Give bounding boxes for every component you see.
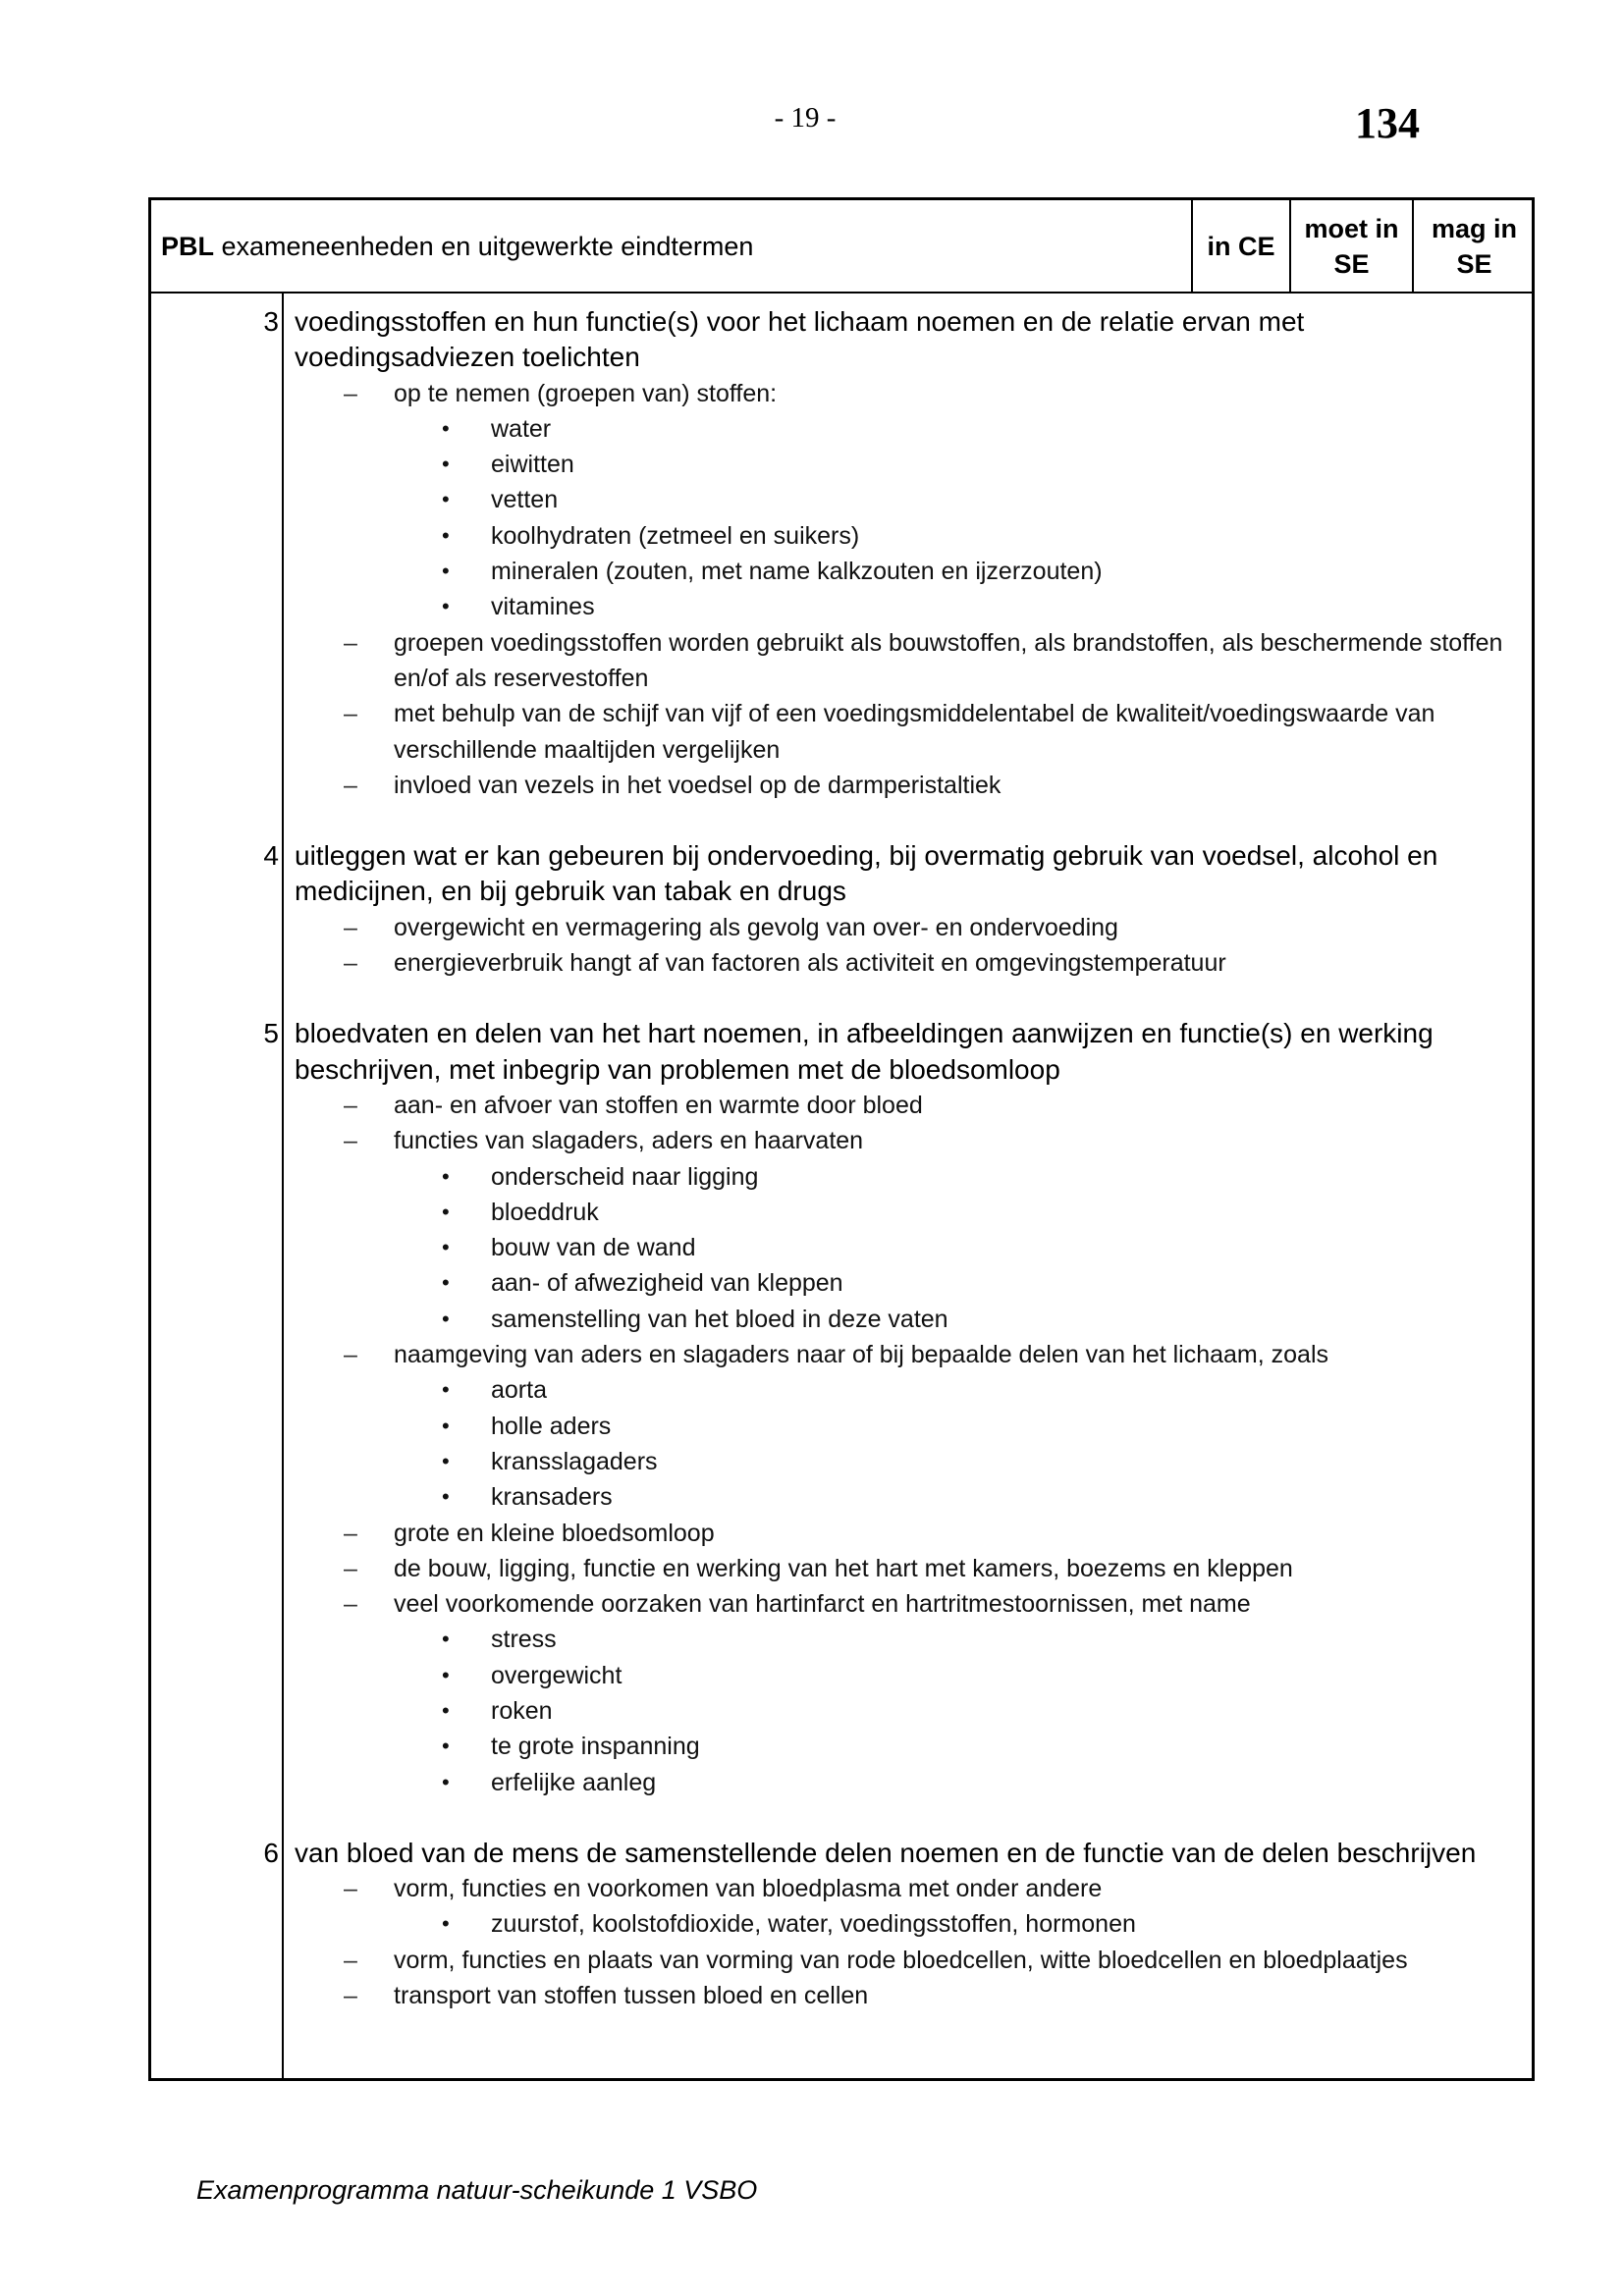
bullet-point bbox=[295, 1765, 1532, 1800]
bullet-point-text: koolhydraten (zetmeel en suikers) bbox=[491, 521, 860, 550]
table-header bbox=[151, 200, 1532, 294]
bullet-icon: • bbox=[442, 415, 450, 441]
column-header-moet-line1: moet in bbox=[1304, 213, 1399, 243]
bullet-point bbox=[295, 1479, 1532, 1515]
column-header-in-ce: in CE bbox=[1193, 200, 1291, 292]
bullet-point-text: aan- of afwezigheid van kleppen bbox=[491, 1269, 843, 1298]
exam-item bbox=[263, 838, 1532, 981]
item-number: 3 bbox=[263, 306, 279, 337]
bullet-point bbox=[295, 1729, 1532, 1764]
sub-point-text: veel voorkomende oorzaken van hartinfarct en hartritmestoornissen, met name bbox=[394, 1590, 1251, 1619]
table-body bbox=[263, 304, 1532, 2049]
bullet-point-text: overgewicht bbox=[491, 1661, 623, 1689]
bullet-point bbox=[295, 1658, 1532, 1693]
sub-point-text: transport van stoffen tussen bloed en cellen bbox=[394, 1982, 869, 2010]
sub-point-text: naamgeving van aders en slagaders naar of bij bepaalde delen van het lichaam, zoals bbox=[394, 1341, 1329, 1369]
bullet-point-text: te grote inspanning bbox=[491, 1733, 700, 1761]
bullet-point bbox=[295, 1265, 1532, 1301]
column-header-mag-line2: SE bbox=[1456, 248, 1492, 279]
dash-icon: – bbox=[344, 700, 357, 728]
bullet-icon: • bbox=[442, 1377, 450, 1403]
bullet-point bbox=[295, 1409, 1532, 1444]
bullet-icon: • bbox=[442, 1448, 450, 1473]
item-title: uitleggen wat er kan gebeuren bij ondervoeding, bij overmatig gebruik van voedsel, alcohol en medicijnen, en bij gebruik van tabak en drugs bbox=[295, 840, 1438, 907]
bullet-point-text: holle aders bbox=[491, 1412, 612, 1440]
bullet-point-text: zuurstof, koolstofdioxide, water, voedingsstoffen, hormonen bbox=[491, 1910, 1136, 1939]
dash-icon: – bbox=[344, 1946, 357, 1974]
bullet-icon: • bbox=[442, 452, 450, 477]
bullet-point bbox=[295, 518, 1532, 554]
dash-icon: – bbox=[344, 771, 357, 799]
bullet-icon: • bbox=[442, 1627, 450, 1652]
sub-point bbox=[295, 1871, 1532, 1906]
item-number: 5 bbox=[263, 1018, 279, 1049]
document-number: 134 bbox=[1355, 99, 1420, 147]
dash-icon: – bbox=[344, 1590, 357, 1619]
item-number: 6 bbox=[263, 1837, 279, 1868]
sub-point bbox=[295, 625, 1532, 697]
item-title: voedingsstoffen en hun functie(s) voor het lichaam noemen en de relatie ervan met voedingsadviezen toelichten bbox=[295, 306, 1305, 373]
sub-point bbox=[295, 1551, 1532, 1586]
dash-icon: – bbox=[344, 1982, 357, 2010]
bullet-icon: • bbox=[442, 1662, 450, 1687]
exam-units-table bbox=[148, 197, 1535, 2081]
bullet-point bbox=[295, 1159, 1532, 1195]
sub-point-text: overgewicht en vermagering als gevolg van over- en ondervoeding bbox=[394, 913, 1118, 941]
bullet-icon: • bbox=[442, 1413, 450, 1438]
bullet-icon: • bbox=[442, 1199, 450, 1224]
bullet-point bbox=[295, 1444, 1532, 1479]
bullet-point bbox=[295, 589, 1532, 624]
column-header-mag-in-se bbox=[1414, 200, 1535, 292]
bullet-icon: • bbox=[442, 1734, 450, 1759]
bullet-icon: • bbox=[442, 1697, 450, 1723]
sub-point bbox=[295, 1943, 1532, 1978]
bullet-point-text: bloeddruk bbox=[491, 1198, 599, 1226]
sub-point bbox=[295, 696, 1532, 768]
bullet-point bbox=[295, 411, 1532, 447]
exam-item bbox=[263, 1836, 1532, 2013]
bullet-point-text: eiwitten bbox=[491, 451, 574, 479]
footer-text: Examenprogramma natuur-scheikunde 1 VSBO bbox=[196, 2175, 758, 2205]
bullet-point-text: onderscheid naar ligging bbox=[491, 1162, 759, 1191]
sub-point-text: de bouw, ligging, functie en werking van het hart met kamers, boezems en kleppen bbox=[394, 1554, 1293, 1582]
bullet-icon: • bbox=[442, 1306, 450, 1331]
bullet-point bbox=[295, 1230, 1532, 1265]
sub-point bbox=[295, 1088, 1532, 1123]
sub-point-text: vorm, functies en plaats van vorming van rode bloedcellen, witte bloedcellen en bloedplaatjes bbox=[394, 1946, 1408, 1974]
item-number: 4 bbox=[263, 840, 279, 872]
number-column bbox=[151, 292, 284, 2078]
item-title: bloedvaten en delen van het hart noemen, in afbeeldingen aanwijzen en functie(s) en werking beschrijven, met inbegrip van problemen met de bloedsomloop bbox=[295, 1018, 1434, 1085]
bullet-point-text: aorta bbox=[491, 1376, 547, 1405]
bullet-point bbox=[295, 1195, 1532, 1230]
bullet-icon: • bbox=[442, 559, 450, 584]
bullet-point-text: bouw van de wand bbox=[491, 1234, 696, 1262]
sub-point bbox=[295, 1123, 1532, 1158]
sub-point-text: vorm, functies en voorkomen van bloedplasma met onder andere bbox=[394, 1875, 1103, 1903]
sub-point bbox=[295, 945, 1532, 981]
column-header-moet-in-se bbox=[1291, 200, 1414, 292]
sub-point-text: groepen voedingsstoffen worden gebruikt als bouwstoffen, als brandstoffen, als beschermende stoffen en/of als reservestoffen bbox=[394, 628, 1503, 692]
sub-point bbox=[295, 1516, 1532, 1551]
sub-point bbox=[295, 1586, 1532, 1622]
dash-icon: – bbox=[344, 379, 357, 407]
bullet-point-text: vitamines bbox=[491, 593, 595, 621]
column-header-moet-line2: SE bbox=[1333, 248, 1370, 279]
bullet-icon: • bbox=[442, 522, 450, 548]
bullet-icon: • bbox=[442, 487, 450, 512]
column-header-mag-line1: mag in bbox=[1431, 213, 1517, 243]
dash-icon: – bbox=[344, 1554, 357, 1582]
sub-point-text: energieverbruik hangt af van factoren als activiteit en omgevingstemperatuur bbox=[394, 949, 1226, 978]
sub-point-text: functies van slagaders, aders en haarvaten bbox=[394, 1127, 864, 1155]
sub-point bbox=[295, 376, 1532, 411]
bullet-point bbox=[295, 1622, 1532, 1657]
bullet-icon: • bbox=[442, 594, 450, 619]
dash-icon: – bbox=[344, 1519, 357, 1547]
bullet-point bbox=[295, 554, 1532, 589]
bullet-point-text: mineralen (zouten, met name kalkzouten en ijzerzouten) bbox=[491, 558, 1103, 586]
dash-icon: – bbox=[344, 628, 357, 657]
item-title: van bloed van de mens de samenstellende delen noemen en de functie van de delen beschrijven bbox=[295, 1837, 1477, 1868]
sub-point-text: aan- en afvoer van stoffen en warmte door bloed bbox=[394, 1091, 923, 1119]
bullet-point-text: samenstelling van het bloed in deze vaten bbox=[491, 1305, 948, 1333]
bullet-point bbox=[295, 1372, 1532, 1408]
sub-point bbox=[295, 910, 1532, 945]
column-header-rest: exameneenheden en uitgewerkte eindtermen bbox=[214, 231, 754, 261]
bullet-icon: • bbox=[442, 1911, 450, 1937]
bullet-point bbox=[295, 447, 1532, 482]
bullet-point bbox=[295, 1906, 1532, 1942]
sub-point-text: op te nemen (groepen van) stoffen: bbox=[394, 379, 778, 407]
bullet-icon: • bbox=[442, 1270, 450, 1296]
bullet-point-text: water bbox=[491, 414, 552, 443]
bullet-point bbox=[295, 1302, 1532, 1337]
column-header-prefix: PBL bbox=[161, 231, 214, 261]
dash-icon: – bbox=[344, 949, 357, 978]
dash-icon: – bbox=[344, 913, 357, 941]
sub-point-text: grote en kleine bloedsomloop bbox=[394, 1519, 715, 1547]
exam-item bbox=[263, 1016, 1532, 1800]
exam-item bbox=[263, 304, 1532, 803]
page-number: - 19 - bbox=[774, 102, 837, 133]
column-header-exam-units bbox=[151, 200, 1193, 292]
bullet-point bbox=[295, 482, 1532, 517]
sub-point bbox=[295, 1337, 1532, 1372]
dash-icon: – bbox=[344, 1127, 357, 1155]
bullet-point-text: roken bbox=[491, 1696, 553, 1725]
bullet-point-text: stress bbox=[491, 1626, 557, 1654]
sub-point-text: invloed van vezels in het voedsel op de darmperistaltiek bbox=[394, 771, 1001, 799]
dash-icon: – bbox=[344, 1875, 357, 1903]
sub-point bbox=[295, 768, 1532, 803]
dash-icon: – bbox=[344, 1091, 357, 1119]
bullet-icon: • bbox=[442, 1163, 450, 1189]
dash-icon: – bbox=[344, 1341, 357, 1369]
bullet-point-text: kransaders bbox=[491, 1483, 613, 1512]
sub-point-text: met behulp van de schijf van vijf of een voedingsmiddelentabel de kwaliteit/voedingswaarde van verschillende maaltijden vergelijken bbox=[394, 700, 1435, 764]
bullet-point bbox=[295, 1693, 1532, 1729]
bullet-point-text: kransslagaders bbox=[491, 1447, 658, 1475]
sub-point bbox=[295, 1978, 1532, 2013]
bullet-icon: • bbox=[442, 1235, 450, 1260]
bullet-icon: • bbox=[442, 1769, 450, 1794]
bullet-icon: • bbox=[442, 1484, 450, 1510]
bullet-point-text: erfelijke aanleg bbox=[491, 1768, 657, 1796]
bullet-point-text: vetten bbox=[491, 486, 559, 514]
